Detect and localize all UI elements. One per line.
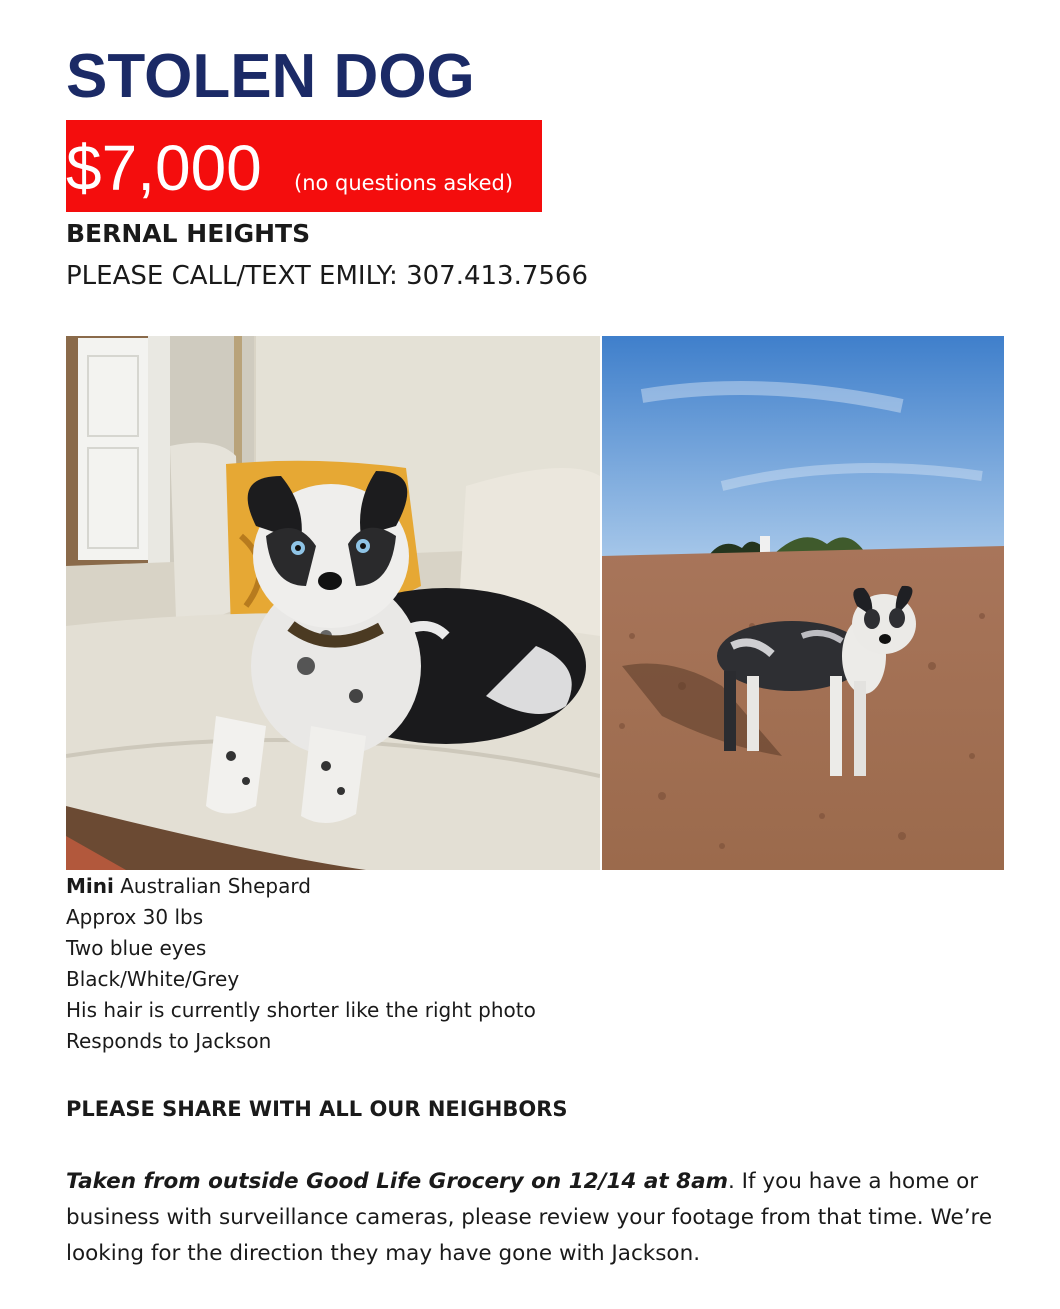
field-photo-illustration bbox=[602, 336, 1004, 870]
detail-breed-bold: Mini bbox=[66, 874, 114, 898]
incident-description bbox=[66, 1164, 1026, 1272]
share-request: PLEASE SHARE WITH ALL OUR NEIGHBORS bbox=[66, 1097, 568, 1121]
detail-colors: Black/White/Grey bbox=[66, 967, 240, 991]
contact-line: PLEASE CALL/TEXT EMILY: 307.413.7566 bbox=[66, 261, 589, 291]
incident-rest: . If you have a home or business with surveillance cameras, please review your footage from that time. We’re looking for the direction they may have gone with Jackson. bbox=[66, 1169, 993, 1266]
dog-in-field-photo bbox=[602, 336, 1004, 870]
dog-details-list bbox=[66, 871, 536, 1057]
reward-banner bbox=[66, 120, 542, 212]
detail-hair: His hair is currently shorter like the right photo bbox=[66, 998, 536, 1022]
detail-breed bbox=[66, 871, 536, 902]
incident-emphasis: Taken from outside Good Life Grocery on 12/14 at 8am bbox=[66, 1169, 729, 1194]
couch-photo-illustration bbox=[66, 336, 600, 870]
reward-amount: $7,000 bbox=[66, 132, 262, 204]
dog-on-couch-photo bbox=[66, 336, 600, 870]
headline-title: STOLEN DOG bbox=[66, 42, 475, 111]
detail-breed-rest: Australian Shepard bbox=[113, 874, 311, 898]
detail-eyes: Two blue eyes bbox=[66, 936, 207, 960]
detail-name: Responds to Jackson bbox=[66, 1029, 272, 1053]
location-heading: BERNAL HEIGHTS bbox=[66, 219, 311, 248]
detail-weight: Approx 30 lbs bbox=[66, 905, 204, 929]
reward-note: (no questions asked) bbox=[294, 171, 514, 195]
